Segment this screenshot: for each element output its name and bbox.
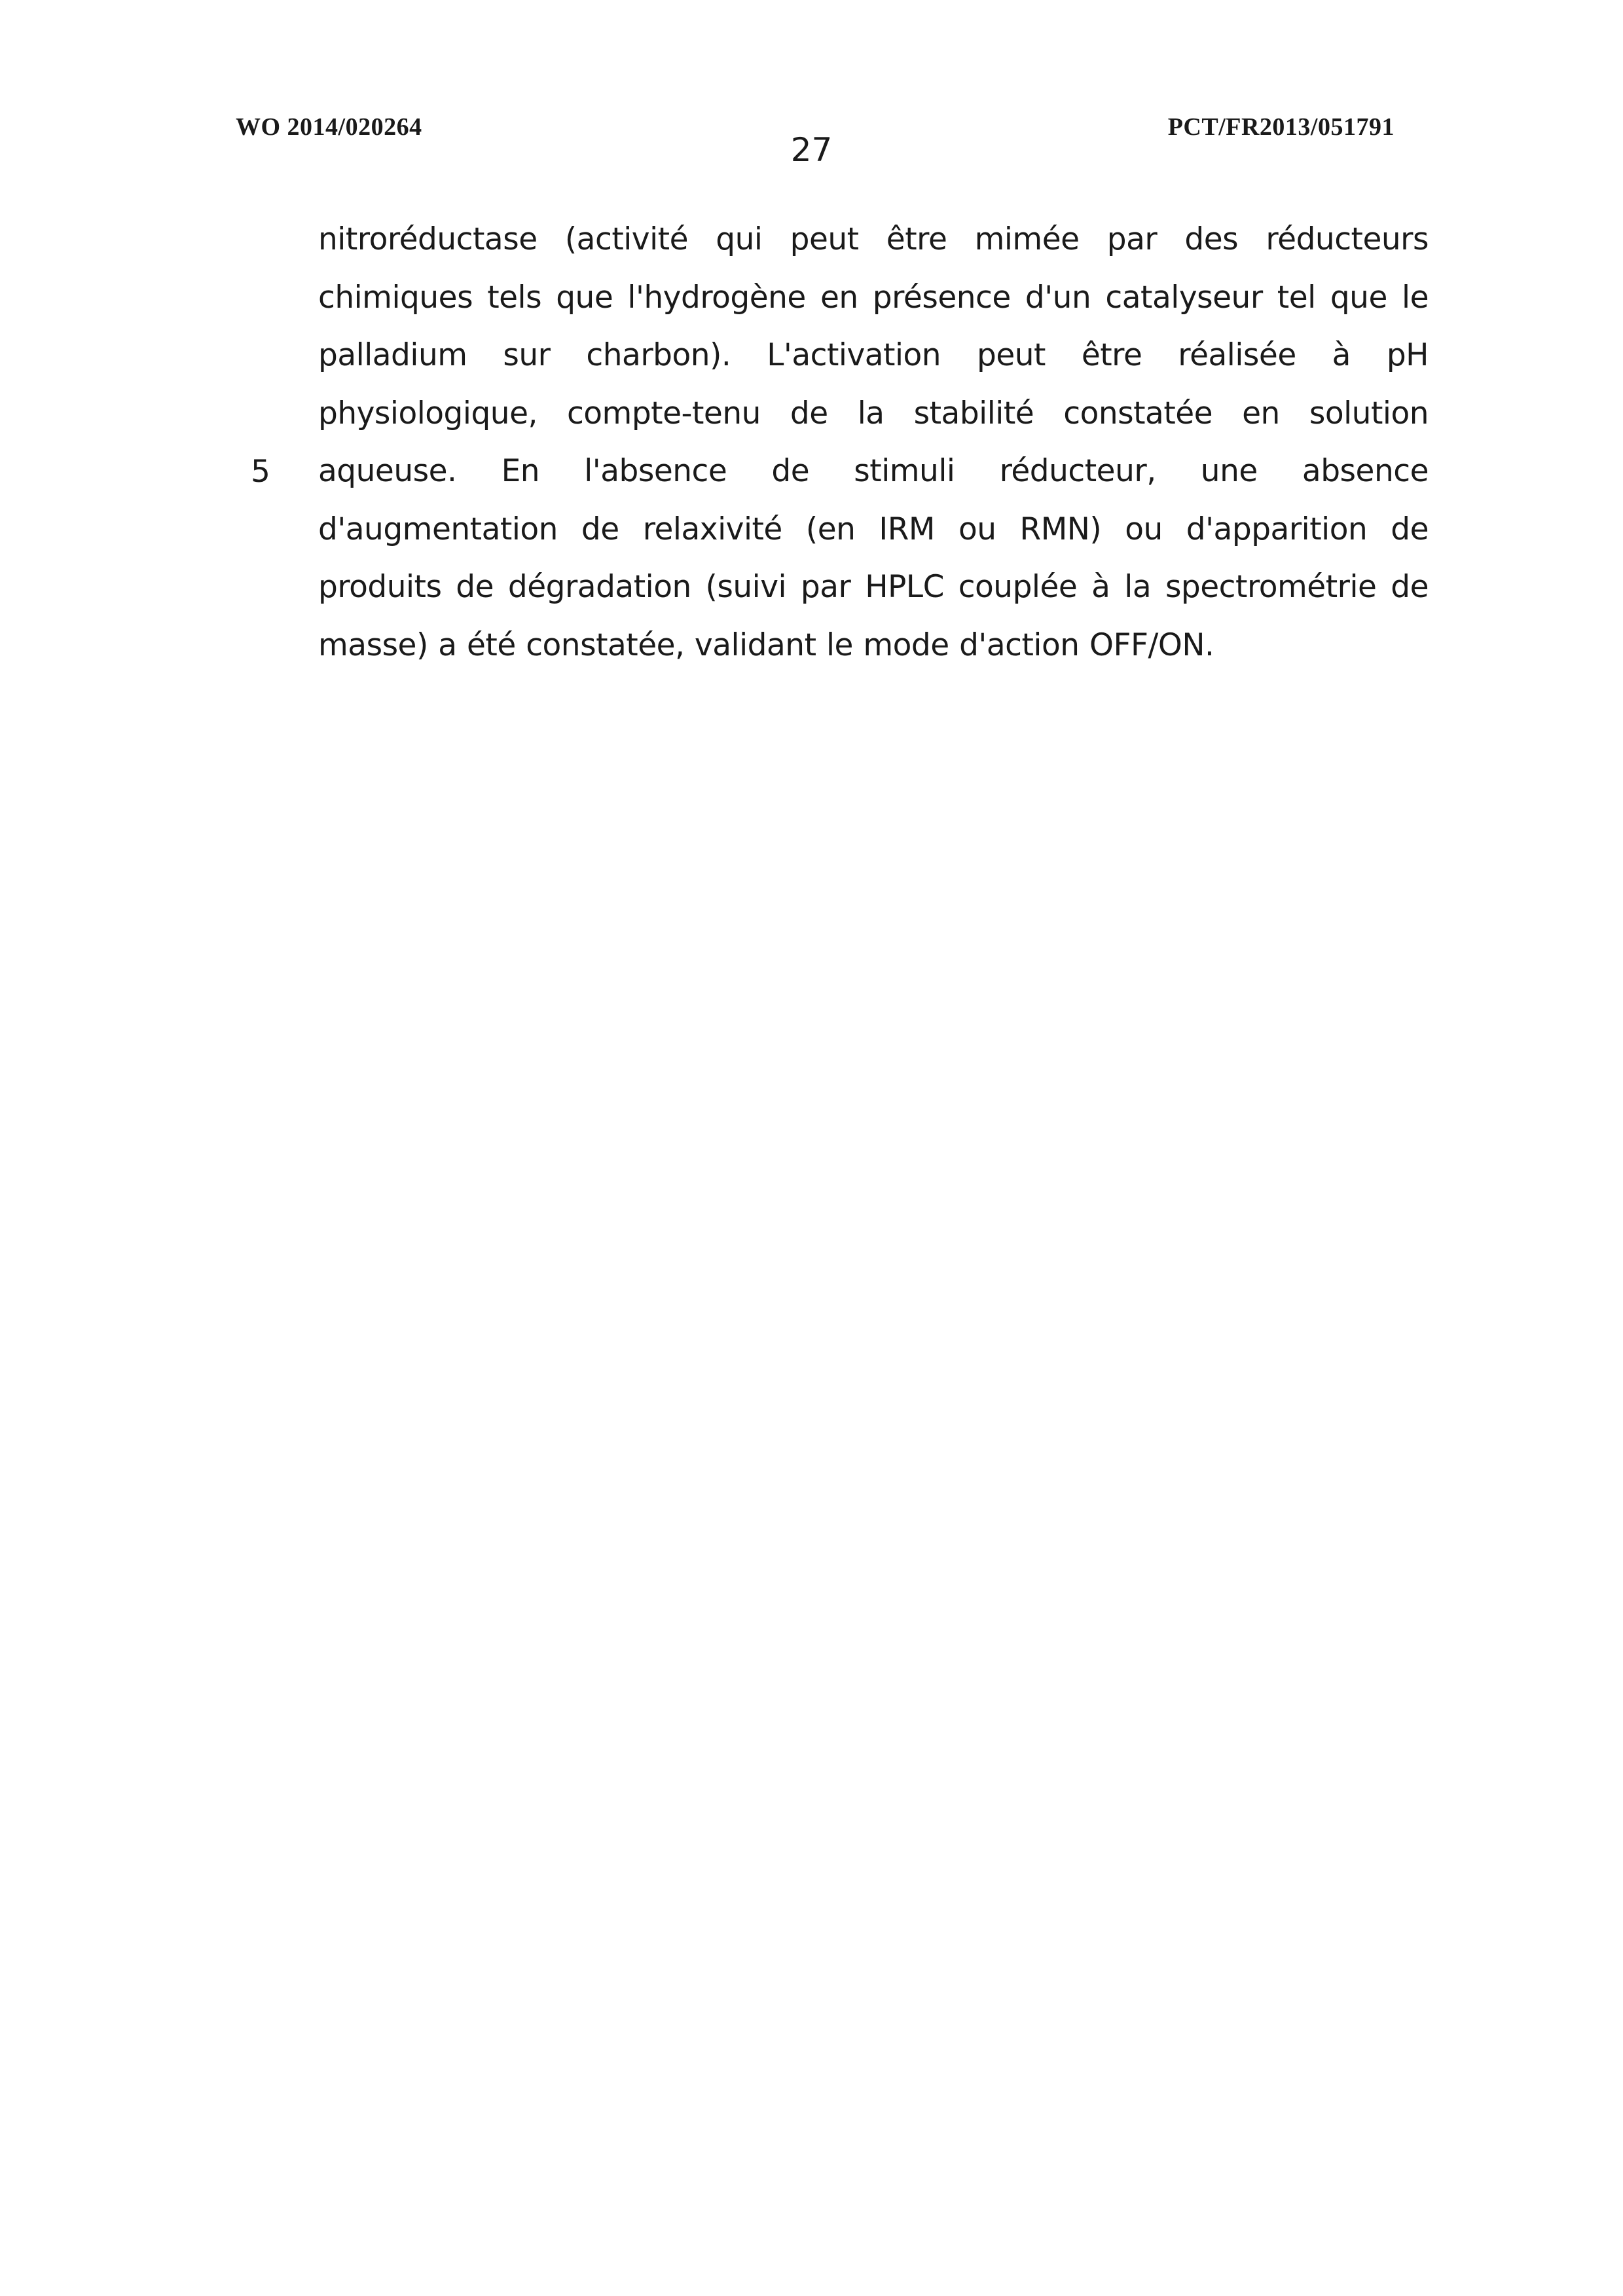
line-number-marker: 5 — [251, 454, 270, 490]
application-number: PCT/FR2013/051791 — [1167, 113, 1395, 141]
body-paragraph: nitroréductase (activité qui peut être mimée par des réducteurs chimiques tels que l'hydrogène en présence d'un catalyseur tel que le palladium sur charbon). L'activation peut être réalisée à pH physiologique, compte-tenu de la stabilité constatée en solution aqueuse. En l'absence de stimuli réducteur, une absence d'augmentation de relaxivité (en IRM ou RMN) ou d'apparition de produits de dégradation (suivi par HPLC couplée à la spectrométrie de masse) a été constatée, validant le mode d'action OFF/ON. — [318, 221, 1429, 663]
page-number: 27 — [790, 131, 833, 169]
publication-number: WO 2014/020264 — [236, 113, 422, 141]
